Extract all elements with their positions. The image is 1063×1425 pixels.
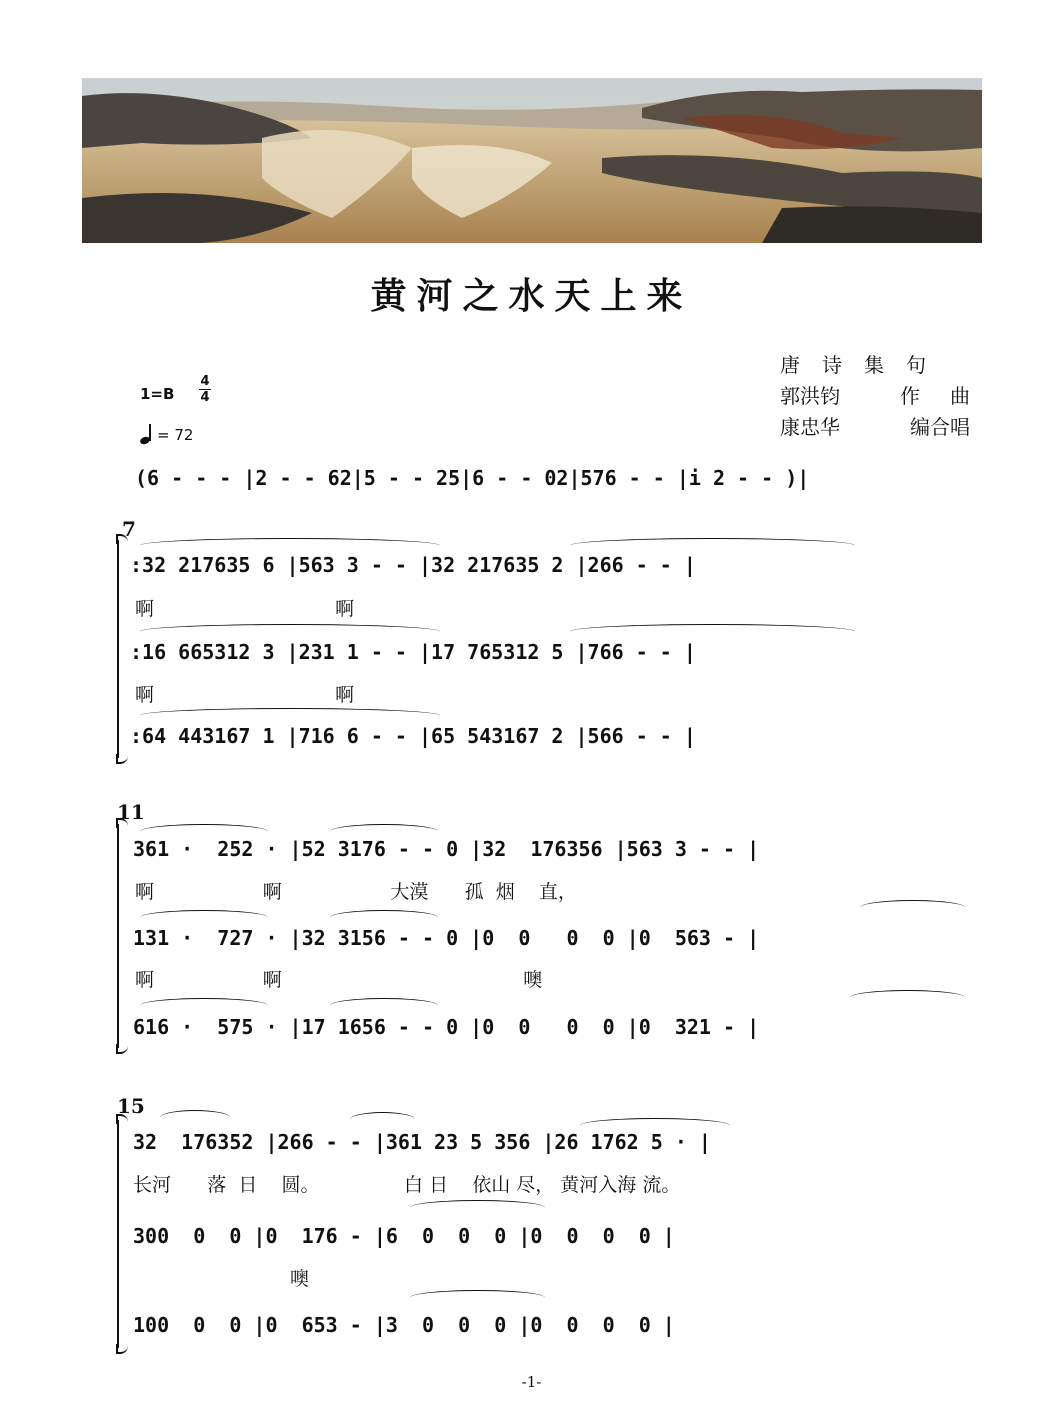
tempo-marking bbox=[140, 424, 193, 444]
slur bbox=[410, 1200, 545, 1215]
credit-composer-name: 郭洪钧 bbox=[780, 384, 840, 408]
slur bbox=[140, 538, 440, 553]
credit-arranger-role: 编合唱 bbox=[910, 415, 970, 439]
bass-notes: 100 0 0 |0 653 - |3 0 0 0 |0 0 0 0 | bbox=[133, 1313, 675, 1337]
system-bracket bbox=[117, 824, 127, 1048]
slur bbox=[140, 910, 268, 925]
measure-number: 7 bbox=[122, 517, 136, 541]
system-bracket bbox=[117, 540, 127, 758]
slur bbox=[140, 624, 440, 639]
soprano-notes: 32 176352 |266 - - |361 23 5 356 |26 1762 5 · | bbox=[133, 1130, 711, 1154]
soprano-lyrics: 长河 落 日 圆。 白 日 依山 尽， 黄河入海 流。 bbox=[133, 1174, 681, 1196]
credits-block bbox=[780, 350, 1000, 443]
page-number: -1- bbox=[521, 1373, 542, 1391]
time-signature-bottom: 4 bbox=[200, 390, 210, 405]
measure-number: 15 bbox=[117, 1094, 145, 1118]
system-bracket bbox=[117, 1120, 127, 1348]
song-title: 黄河之水天上来 bbox=[370, 275, 693, 317]
soprano-notes: 361 · 252 · |52 3176 - - 0 |32 176356 |563 3 - - | bbox=[133, 837, 760, 861]
credit-lyrics bbox=[780, 350, 970, 381]
intro-line: (6 - - - |2 - - 62|5 - - 25|6 - - 02|576 - - |i 2 - - )| bbox=[135, 466, 810, 490]
slur bbox=[330, 910, 438, 925]
alto-notes: 300 0 0 |0 176 - |6 0 0 0 |0 0 0 0 | bbox=[133, 1224, 675, 1248]
alto-lyrics: 啊 啊 bbox=[135, 684, 355, 706]
soprano-notes: :32 217635 6 |563 3 - - |32 217635 2 |266 - - | bbox=[130, 553, 696, 577]
measure-number: 11 bbox=[117, 800, 145, 824]
bass-notes: 616 · 575 · |17 1656 - - 0 |0 0 0 0 |0 321 - | bbox=[133, 1015, 760, 1039]
slur bbox=[140, 998, 268, 1013]
alto-notes: 131 · 727 · |32 3156 - - 0 |0 0 0 0 |0 563 - | bbox=[133, 926, 760, 950]
tempo-value: = 72 bbox=[157, 426, 194, 444]
time-signature bbox=[198, 374, 212, 405]
slur bbox=[860, 900, 965, 915]
credit-arranger-name: 康忠华 bbox=[780, 415, 840, 439]
slur bbox=[140, 708, 440, 723]
slur bbox=[330, 998, 438, 1013]
alto-lyrics: 噢 bbox=[133, 1268, 310, 1290]
slur bbox=[850, 990, 965, 1005]
slur bbox=[570, 624, 855, 639]
quarter-note-icon bbox=[140, 424, 154, 444]
slur bbox=[570, 538, 855, 553]
credit-composer bbox=[780, 381, 1000, 412]
slur bbox=[350, 1112, 415, 1127]
soprano-lyrics: 啊 啊 bbox=[135, 598, 355, 620]
slur bbox=[410, 1290, 545, 1305]
credit-arranger bbox=[780, 412, 970, 443]
alto-notes: :16 665312 3 |231 1 - - |17 765312 5 |766 - - | bbox=[130, 640, 696, 664]
time-signature-top: 4 bbox=[200, 374, 210, 389]
slur bbox=[160, 1110, 230, 1125]
soprano-lyrics: 啊 啊 大漠 孤 烟 直， bbox=[135, 881, 577, 903]
yellow-river-painting bbox=[82, 78, 982, 243]
key-signature: 1=B bbox=[140, 385, 175, 403]
credit-lyrics-source: 唐诗集句 bbox=[780, 353, 948, 377]
alto-lyrics: 啊 啊 噢 bbox=[135, 969, 543, 991]
credit-composer-role: 作曲 bbox=[900, 384, 1000, 408]
bass-notes: :64 443167 1 |716 6 - - |65 543167 2 |566 - - | bbox=[130, 724, 696, 748]
